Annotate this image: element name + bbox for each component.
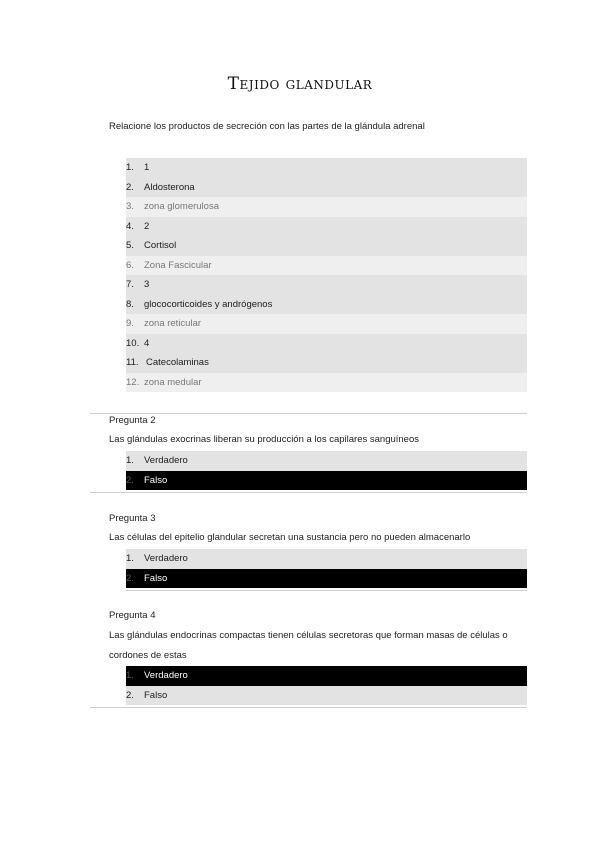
question-2-options [126, 451, 527, 490]
option-false-selected[interactable] [126, 569, 527, 589]
question-2-label: Pregunta 2 [109, 415, 156, 426]
option-label: Falso [144, 572, 168, 584]
item-text: Cortisol [144, 240, 177, 251]
list-item [126, 373, 527, 393]
question-2-text: Las glándulas exocrinas liberan su producción a los capilares sanguíneos [109, 434, 419, 445]
question-3-label: Pregunta 3 [109, 513, 156, 524]
list-item [126, 158, 527, 178]
list-item [126, 314, 527, 334]
item-text: Catecolaminas [146, 357, 209, 368]
option-number: 2. [126, 474, 134, 486]
option-label: Falso [144, 689, 168, 701]
section-divider [126, 590, 527, 591]
list-item [126, 353, 527, 373]
option-number: 1. [126, 670, 134, 681]
item-text: 2 [144, 220, 150, 232]
item-number: 2. [126, 181, 134, 193]
question-1-text: Relacione los productos de secreción con las partes de la glándula adrenal [109, 121, 425, 132]
item-number: 10. [126, 337, 140, 349]
option-number: 1. [126, 553, 134, 564]
option-number: 2. [126, 689, 134, 701]
item-text: Zona Fascicular [144, 259, 212, 271]
item-text: glococorticoides y andrógenos [144, 298, 273, 310]
list-item [126, 334, 527, 354]
list-item [126, 295, 527, 315]
option-true[interactable] [126, 451, 527, 471]
item-number: 7. [126, 279, 134, 290]
section-divider [90, 707, 527, 708]
option-true-selected[interactable] [126, 666, 527, 686]
option-number: 1. [126, 455, 134, 466]
option-number: 2. [126, 572, 134, 584]
question-3-options [126, 549, 527, 588]
item-number: 9. [126, 318, 134, 329]
item-text: Aldosterona [144, 181, 195, 193]
option-false[interactable] [126, 686, 527, 706]
item-number: 6. [126, 259, 134, 271]
list-item [126, 236, 527, 256]
item-number: 4. [126, 220, 134, 232]
item-number: 3. [126, 201, 134, 212]
item-text: zona medular [144, 376, 202, 388]
list-item [126, 178, 527, 198]
question-3-text: Las células del epitelio glandular secretan una sustancia pero no pueden almacenarlo [109, 532, 471, 543]
option-label: Verdadero [144, 455, 188, 466]
option-label: Verdadero [144, 553, 188, 564]
section-divider [90, 492, 527, 493]
item-number: 11. [126, 357, 139, 368]
item-text: zona reticular [144, 318, 202, 329]
section-divider [90, 413, 527, 414]
page-title: Tejido glandular [227, 74, 373, 94]
item-text: 3 [144, 279, 150, 290]
item-text: 1 [144, 162, 150, 173]
option-label: Falso [144, 474, 168, 486]
question-4-text: Las glándulas endocrinas compactas tienen células secretoras que forman masas de células o cordones de estas [109, 630, 508, 661]
list-item [126, 197, 527, 217]
question-1-list [126, 158, 527, 392]
item-number: 5. [126, 240, 134, 251]
option-false-selected[interactable] [126, 471, 527, 491]
item-text: zona glomerulosa [144, 201, 219, 212]
item-number: 8. [126, 298, 134, 310]
option-true[interactable] [126, 549, 527, 569]
option-label: Verdadero [144, 670, 188, 681]
item-number: 12. [126, 376, 140, 388]
item-text: 4 [144, 337, 150, 349]
item-number: 1. [126, 162, 134, 173]
list-item [126, 275, 527, 295]
question-4-label: Pregunta 4 [109, 610, 156, 621]
question-4-options [126, 666, 527, 705]
list-item [126, 256, 527, 276]
list-item [126, 217, 527, 237]
